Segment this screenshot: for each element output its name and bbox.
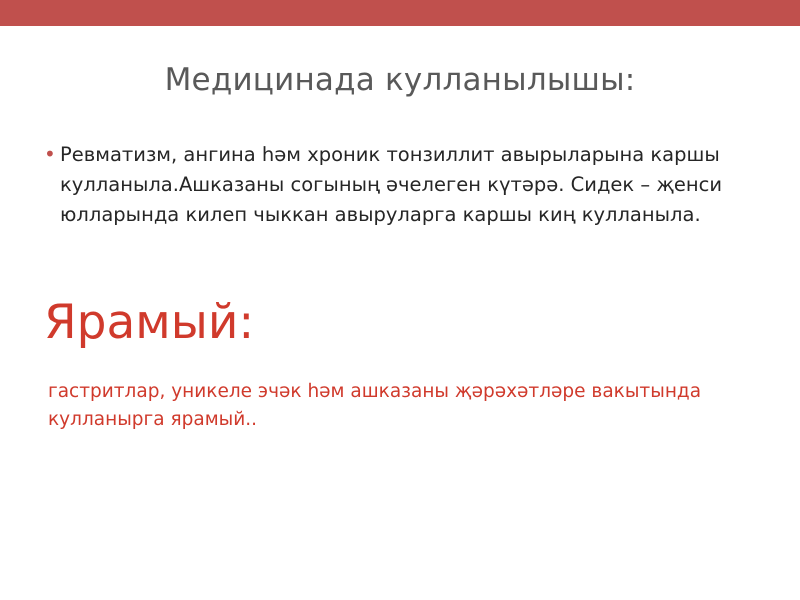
top-accent-band <box>0 0 800 26</box>
bullet-dot-icon: • <box>44 142 56 166</box>
list-item <box>44 140 760 230</box>
page-title: Медицинада кулланылышы: <box>164 62 636 98</box>
bullet-list <box>44 140 760 230</box>
warning-text: гастритлар, уникеле эчәк һәм ашказаны җәрәхәтләре вакытында кулланырга ярамый.. <box>48 381 702 430</box>
warning-heading: Ярамый: <box>44 295 255 350</box>
list-item-text: Ревматизм, ангина һәм хроник тонзиллит авырыларына каршы кулланыла.Ашказаны согының әчелеген күтәрә. Сидек – җенси юлларында килеп чыккан авыруларга каршы киң кулланыла. <box>60 143 723 226</box>
